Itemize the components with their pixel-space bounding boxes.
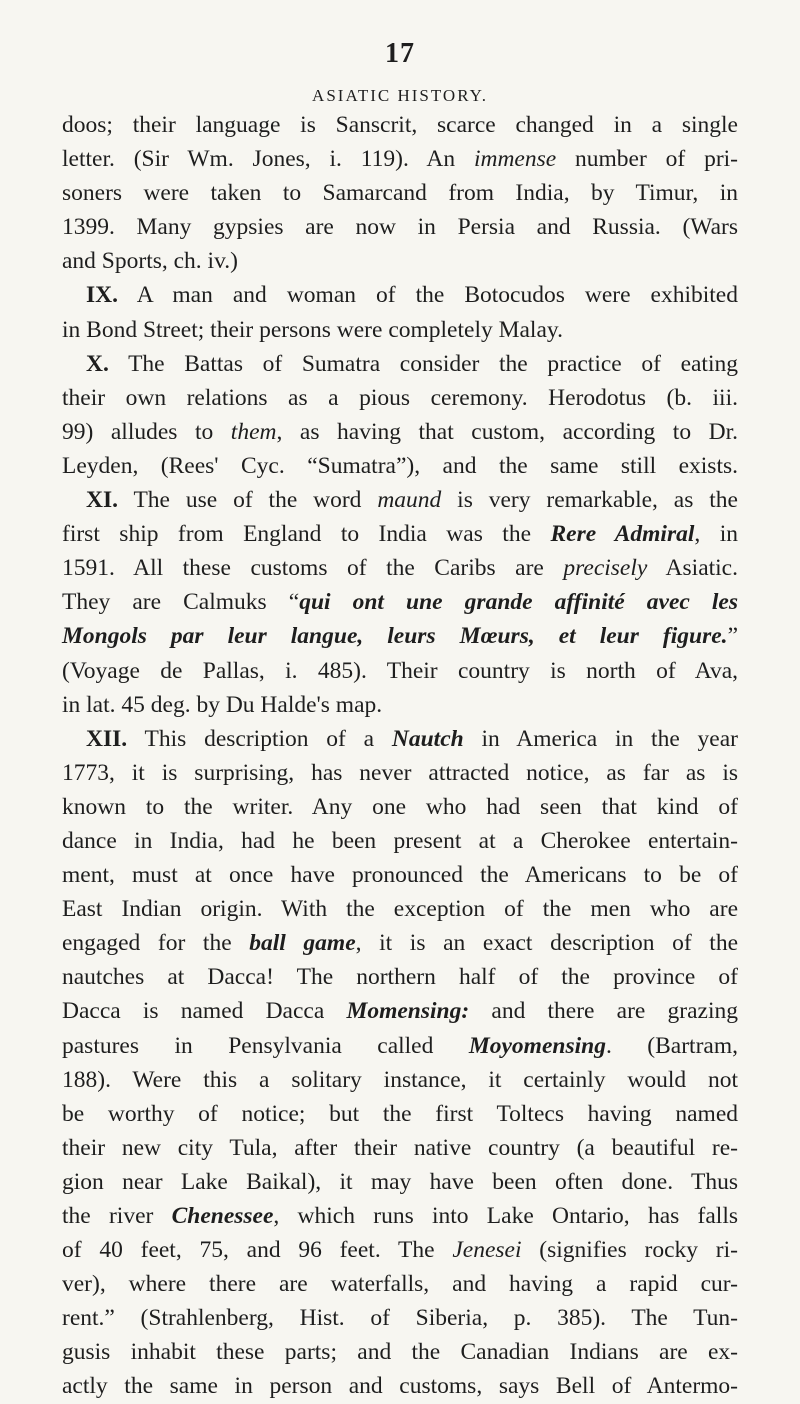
text-line: pastures in Pensylvania called Moyomensing. (Bartram, <box>62 1032 738 1059</box>
text-line: East Indian origin. With the exception of the men who are <box>62 896 738 923</box>
body-text <box>62 108 738 1404</box>
text-line: in Bond Street; their persons were completely Malay. <box>62 316 563 343</box>
running-head: ASIATIC HISTORY. <box>312 86 488 105</box>
text-line: 1773, it is surprising, has never attracted notice, as far as is <box>62 759 738 786</box>
text-line: gion near Lake Baikal), it may have been often done. Thus <box>62 1168 738 1195</box>
text-line: of 40 feet, 75, and 96 feet. The Jenesei (signifies rocky ri- <box>62 1237 738 1264</box>
text-line: XI. The use of the word maund is very remarkable, as the <box>86 487 738 514</box>
text-line: known to the writer. Any one who had seen that kind of <box>62 793 738 820</box>
text-line: Mongols par leur langue, leurs Mœurs, et leur figure.” <box>62 623 738 650</box>
text-line: (Voyage de Pallas, i. 485). Their country is north of Ava, <box>62 657 738 684</box>
text-line: Leyden, (Rees' Cyc. “Sumatra”), and the same still exists. <box>62 452 738 479</box>
text-line: They are Calmuks “qui ont une grande affinité avec les <box>62 589 738 616</box>
text-line: letter. (Sir Wm. Jones, i. 119). An immense number of pri- <box>62 146 738 173</box>
text-line: in lat. 45 deg. by Du Halde's map. <box>62 691 383 718</box>
text-line: soners were taken to Samarcand from India, by Timur, in <box>62 180 738 207</box>
text-line: 1399. Many gypsies are now in Persia and Russia. (Wars <box>62 214 738 241</box>
text-line: ment, must at once have pronounced the Americans to be of <box>62 862 738 889</box>
text-line: engaged for the ball game, it is an exact description of the <box>62 930 738 957</box>
text-line: first ship from England to India was the Rere Admiral, in <box>62 521 738 548</box>
text-line: dance in India, had he been present at a Cherokee entertain- <box>62 827 738 854</box>
text-line: XII. This description of a Nautch in America in the year <box>86 725 738 752</box>
text-line: 1591. All these customs of the Caribs are precisely Asiatic. <box>62 555 738 582</box>
text-line: nautches at Dacca! The northern half of the province of <box>62 964 738 991</box>
text-line: gusis inhabit these parts; and the Canadian Indians are ex- <box>62 1339 738 1366</box>
text-line: X. The Battas of Sumatra consider the practice of eating <box>86 350 738 377</box>
text-line: be worthy of notice; but the first Toltecs having named <box>62 1100 738 1127</box>
text-line: Dacca is named Dacca Momensing: and there are grazing <box>62 998 738 1025</box>
text-line: their new city Tula, after their native country (a beautiful re- <box>62 1134 738 1161</box>
text-line: 99) alludes to them, as having that custom, according to Dr. <box>62 418 738 445</box>
text-line: and Sports, ch. iv.) <box>62 248 239 275</box>
text-line: ver), where there are waterfalls, and having a rapid cur- <box>62 1271 738 1298</box>
text-line: IX. A man and woman of the Botocudos were exhibited <box>86 282 738 309</box>
text-line: their own relations as a pious ceremony. Herodotus (b. iii. <box>62 384 738 411</box>
text-line: doos; their language is Sanscrit, scarce changed in a single <box>62 112 738 138</box>
text-line: actly the same in person and customs, says Bell of Antermo- <box>62 1373 738 1400</box>
text-line: the river Chenessee, which runs into Lake Ontario, has falls <box>62 1203 738 1229</box>
text-line: rent.” (Strahlenberg, Hist. of Siberia, p. 385). The Tun- <box>62 1305 738 1332</box>
page-number: 17 <box>385 38 415 69</box>
text-line: 188). Were this a solitary instance, it certainly would not <box>62 1066 738 1093</box>
